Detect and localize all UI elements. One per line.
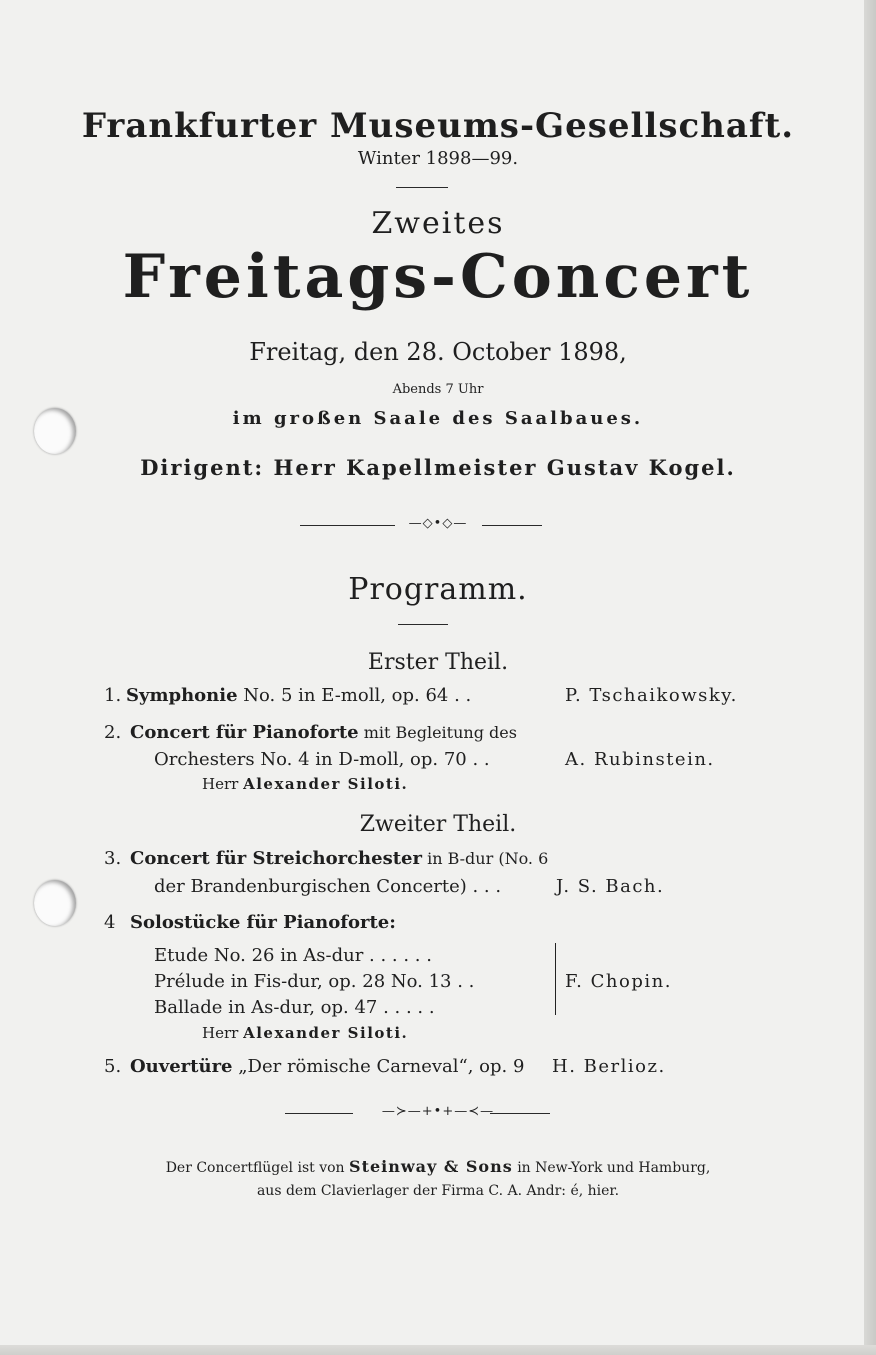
soloist-prefix: Herr (202, 775, 244, 793)
item-composer: J. S. Bach. (556, 876, 665, 897)
conductor: Dirigent: Herr Kapellmeister Gustav Kogel. (140, 455, 736, 480)
short-divider (398, 624, 448, 625)
item-composer: H. Berlioz. (552, 1056, 666, 1077)
short-divider (396, 187, 448, 188)
soloist-line (202, 1024, 408, 1042)
soloist-name: Alexander Siloti. (243, 1024, 409, 1042)
piano-maker: Steinway & Sons (349, 1157, 513, 1176)
page-bottom-edge (0, 1345, 876, 1355)
item-title: Concert für Streichorchester (130, 848, 422, 869)
part-one-heading: Erster Theil. (367, 650, 509, 675)
piece-line: Prélude in Fis-dur, op. 28 No. 13 . . (154, 971, 475, 992)
item-text (130, 722, 517, 743)
concert-time: Abends 7 Uhr (392, 382, 484, 397)
concert-date: Freitag, den 28. October 1898, (249, 338, 627, 366)
page-edge-shadow (864, 0, 876, 1355)
item-text (126, 685, 471, 706)
piece-line: Etude No. 26 in As-dur . . . . . . (154, 945, 432, 966)
item-detail: No. 5 in E-moll, op. 64 . . (237, 685, 472, 706)
item-detail-line: der Brandenburgischen Concerte) . . . (154, 876, 502, 897)
item-title: Solostücke für Pianoforte: (130, 912, 396, 933)
footer-text: Der Concertflügel ist von (165, 1160, 350, 1176)
footer-line-1 (0, 1157, 876, 1176)
item-composer: P. Tschaikowsky. (565, 685, 738, 706)
ornament-rule-right (490, 1113, 550, 1114)
brace-icon (545, 943, 556, 1015)
item-composer: F. Chopin. (565, 971, 672, 992)
part-two-heading: Zweiter Theil. (359, 812, 517, 837)
item-title: Symphonie (126, 685, 238, 706)
soloist-name: Alexander Siloti. (243, 775, 409, 793)
punch-hole-icon (34, 880, 76, 926)
footer-text: in New-York und Hamburg, (512, 1160, 711, 1176)
piece-line: Ballade in As-dur, op. 47 . . . . . (154, 997, 435, 1018)
soloist-line (202, 775, 408, 793)
soloist-prefix: Herr (202, 1024, 244, 1042)
item-title: Ouvertüre (130, 1056, 233, 1077)
item-detail: mit Begleitung des (358, 723, 517, 742)
concert-venue: im großen Saale des Saalbaues. (232, 408, 644, 429)
concert-title: Freitags-Concert (122, 242, 754, 312)
item-text (130, 848, 548, 869)
season: Winter 1898—99. (357, 148, 519, 169)
item-number: 5. (104, 1056, 122, 1077)
item-detail: in B-dur (No. 6 (421, 849, 549, 868)
ornament-flourish: —◇•◇— (408, 516, 468, 531)
program-heading: Programm. (348, 572, 528, 607)
item-composer: A. Rubinstein. (565, 749, 715, 770)
item-number: 1. (104, 685, 122, 706)
ornament-rule-right (482, 525, 542, 526)
item-number: 2. (104, 722, 122, 743)
item-text (130, 1056, 524, 1077)
item-number: 3. (104, 848, 122, 869)
item-title: Concert für Pianoforte (130, 722, 359, 743)
concert-ordinal: Zweites (371, 206, 505, 241)
society-title: Frankfurter Museums-Gesellschaft. (81, 106, 795, 146)
ornament-flourish: —≻—+•+—≺— (381, 1104, 495, 1119)
item-detail: „Der römische Carneval“, op. 9 (232, 1056, 525, 1077)
footer-line-2: aus dem Clavierlager der Firma C. A. Andr: é, hier. (256, 1183, 620, 1199)
item-detail-line: Orchesters No. 4 in D-moll, op. 70 . . (154, 749, 490, 770)
item-number: 4 (104, 912, 116, 933)
